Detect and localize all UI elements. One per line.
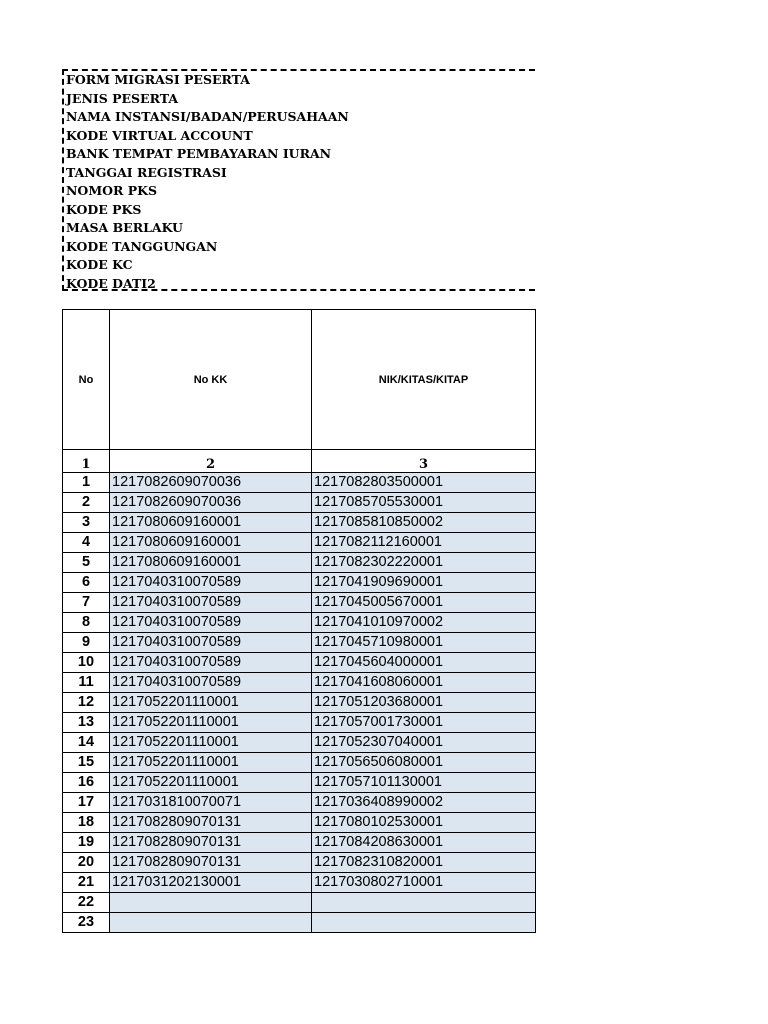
nik-cell[interactable] [312, 913, 536, 933]
table-row [63, 593, 536, 613]
no-kk-cell[interactable]: 1217052201110001 [110, 773, 312, 793]
nik-cell[interactable]: 1217041909690001 [312, 573, 536, 593]
row-number-cell[interactable]: 16 [63, 773, 110, 793]
table-row [63, 793, 536, 813]
row-number-cell[interactable]: 15 [63, 753, 110, 773]
table-row [63, 573, 536, 593]
table-row [63, 873, 536, 893]
nik-cell[interactable]: 1217041608060001 [312, 673, 536, 693]
no-kk-cell[interactable]: 1217040310070589 [110, 613, 312, 633]
tanggal-registrasi-label: TANGGAI REGISTRASI [66, 164, 227, 180]
no-kk-cell[interactable]: 1217082809070131 [110, 853, 312, 873]
nik-cell[interactable]: 1217080102530001 [312, 813, 536, 833]
table-row [63, 653, 536, 673]
row-number-cell[interactable]: 2 [63, 493, 110, 513]
row-number-cell[interactable]: 17 [63, 793, 110, 813]
no-kk-cell[interactable]: 1217031202130001 [110, 873, 312, 893]
table-row [63, 813, 536, 833]
row-number-cell[interactable]: 14 [63, 733, 110, 753]
table-row [63, 713, 536, 733]
no-kk-cell[interactable]: 1217040310070589 [110, 673, 312, 693]
no-kk-cell[interactable]: 1217082809070131 [110, 813, 312, 833]
table-row [63, 753, 536, 773]
bank-pembayaran-label: BANK TEMPAT PEMBAYARAN IURAN [66, 146, 332, 161]
nik-cell[interactable]: 1217082112160001 [312, 533, 536, 553]
row-number-cell[interactable]: 23 [63, 913, 110, 933]
header-no-kk: No KK [110, 310, 312, 450]
no-kk-cell[interactable]: 1217052201110001 [110, 753, 312, 773]
column-number-1: 1 [63, 450, 110, 473]
row-number-cell[interactable]: 6 [63, 573, 110, 593]
row-number-cell[interactable]: 12 [63, 693, 110, 713]
row-number-cell[interactable]: 18 [63, 813, 110, 833]
row-number-cell[interactable]: 5 [63, 553, 110, 573]
nik-cell[interactable]: 1217045005670001 [312, 593, 536, 613]
nik-cell[interactable]: 1217057001730001 [312, 713, 536, 733]
jenis-peserta-label: JENIS PESERTA [66, 90, 179, 106]
table-row [63, 533, 536, 553]
nik-cell[interactable]: 1217084208630001 [312, 833, 536, 853]
nik-cell[interactable]: 1217045710980001 [312, 633, 536, 653]
no-kk-cell[interactable]: 1217040310070589 [110, 573, 312, 593]
nik-cell[interactable]: 1217085810850002 [312, 513, 536, 533]
nik-cell[interactable]: 1217082803500001 [312, 473, 536, 493]
nik-cell[interactable]: 1217056506080001 [312, 753, 536, 773]
row-number-cell[interactable]: 11 [63, 673, 110, 693]
nik-cell[interactable]: 1217036408990002 [312, 793, 536, 813]
kode-tanggungan-label: KODE TANGGUNGAN [66, 238, 218, 254]
row-number-cell[interactable]: 10 [63, 653, 110, 673]
nik-cell[interactable]: 1217057101130001 [312, 773, 536, 793]
nik-cell[interactable]: 1217052307040001 [312, 733, 536, 753]
kode-virtual-account-label: KODE VIRTUAL ACCOUNT [66, 127, 253, 143]
no-kk-cell[interactable] [110, 893, 312, 913]
no-kk-cell[interactable]: 1217080609160001 [110, 553, 312, 573]
row-number-cell[interactable]: 8 [63, 613, 110, 633]
column-number-3: 3 [312, 450, 536, 473]
nik-cell[interactable]: 1217082310820001 [312, 853, 536, 873]
masa-berlaku-label: MASA BERLAKU [66, 220, 183, 235]
table-row [63, 773, 536, 793]
header-nik: NIK/KITAS/KITAP [312, 310, 536, 450]
no-kk-cell[interactable]: 1217040310070589 [110, 593, 312, 613]
row-number-cell[interactable]: 13 [63, 713, 110, 733]
nik-cell[interactable]: 1217045604000001 [312, 653, 536, 673]
no-kk-cell[interactable]: 1217080609160001 [110, 533, 312, 553]
nomor-pks-label: NOMOR PKS [66, 183, 158, 198]
no-kk-cell[interactable]: 1217052201110001 [110, 733, 312, 753]
row-number-cell[interactable]: 22 [63, 893, 110, 913]
nik-cell[interactable] [312, 893, 536, 913]
row-number-cell[interactable]: 4 [63, 533, 110, 553]
table-row [63, 633, 536, 653]
row-number-cell[interactable]: 3 [63, 513, 110, 533]
table-row [63, 853, 536, 873]
nik-cell[interactable]: 1217041010970002 [312, 613, 536, 633]
table-header-row [63, 310, 536, 450]
table-row [63, 833, 536, 853]
nik-cell[interactable]: 1217030802710001 [312, 873, 536, 893]
table-row [63, 893, 536, 913]
table-row [63, 913, 536, 933]
nik-cell[interactable]: 1217051203680001 [312, 693, 536, 713]
table-body [63, 473, 536, 933]
row-number-cell[interactable]: 1 [63, 473, 110, 493]
no-kk-cell[interactable]: 1217082809070131 [110, 833, 312, 853]
row-number-cell[interactable]: 19 [63, 833, 110, 853]
row-number-cell[interactable]: 9 [63, 633, 110, 653]
row-number-cell[interactable]: 21 [63, 873, 110, 893]
table-row [63, 693, 536, 713]
no-kk-cell[interactable]: 1217082609070036 [110, 473, 312, 493]
form-header-box [62, 69, 535, 291]
column-number-2: 2 [110, 450, 312, 473]
no-kk-cell[interactable] [110, 913, 312, 933]
table-row [63, 493, 536, 513]
table-row [63, 673, 536, 693]
nik-cell[interactable]: 1217082302220001 [312, 553, 536, 573]
column-number-row [63, 450, 536, 473]
no-kk-cell[interactable]: 1217082609070036 [110, 493, 312, 513]
no-kk-cell[interactable]: 1217040310070589 [110, 633, 312, 653]
no-kk-cell[interactable]: 1217052201110001 [110, 693, 312, 713]
row-number-cell[interactable]: 20 [63, 853, 110, 873]
no-kk-cell[interactable]: 1217080609160001 [110, 513, 312, 533]
kode-dati2-label: KODE DATI2 [66, 275, 156, 291]
table-row [63, 553, 536, 573]
no-kk-cell[interactable]: 1217031810070071 [110, 793, 312, 813]
form-title: FORM MIGRASI PESERTA [66, 72, 250, 87]
row-number-cell[interactable]: 7 [63, 593, 110, 613]
table-row [63, 513, 536, 533]
kode-kc-label: KODE KC [66, 257, 133, 272]
table-row [63, 473, 536, 493]
participant-table [62, 309, 536, 933]
table-row [63, 613, 536, 633]
nik-cell[interactable]: 1217085705530001 [312, 493, 536, 513]
no-kk-cell[interactable]: 1217040310070589 [110, 653, 312, 673]
nama-instansi-label: NAMA INSTANSI/BADAN/PERUSAHAAN [66, 109, 349, 124]
kode-pks-label: KODE PKS [66, 201, 142, 217]
header-no: No [63, 310, 110, 450]
table-row [63, 733, 536, 753]
no-kk-cell[interactable]: 1217052201110001 [110, 713, 312, 733]
